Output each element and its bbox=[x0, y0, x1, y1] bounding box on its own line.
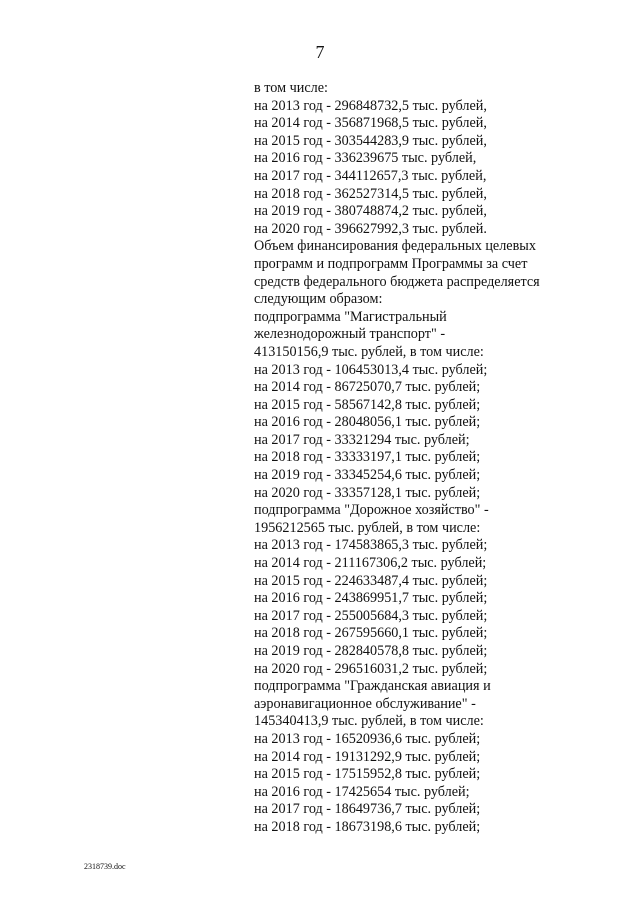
text-line: подпрограмма "Дорожное хозяйство" - bbox=[254, 502, 489, 519]
text-line: на 2015 год - 303544283,9 тыс. рублей, bbox=[254, 132, 487, 149]
text-line: на 2020 год - 296516031,2 тыс. рублей; bbox=[254, 660, 488, 677]
text-line: на 2017 год - 18649736,7 тыс. рублей; bbox=[254, 801, 481, 818]
text-line: на 2013 год - 16520936,6 тыс. рублей; bbox=[254, 730, 481, 747]
text-line: на 2020 год - 396627992,3 тыс. рублей. bbox=[254, 220, 487, 237]
text-line: на 2016 год - 336239675 тыс. рублей, bbox=[254, 150, 477, 167]
text-line: на 2014 год - 211167306,2 тыс. рублей; bbox=[254, 555, 487, 572]
text-line: на 2018 год - 33333197,1 тыс. рублей; bbox=[254, 449, 481, 466]
text-line: на 2019 год - 380748874,2 тыс. рублей, bbox=[254, 203, 487, 220]
text-line: подпрограмма "Гражданская авиация и bbox=[254, 678, 491, 695]
text-line: на 2017 год - 255005684,3 тыс. рублей; bbox=[254, 607, 488, 624]
text-line: 413150156,9 тыс. рублей, в том числе: bbox=[254, 343, 484, 360]
text-line: 145340413,9 тыс. рублей, в том числе: bbox=[254, 713, 484, 730]
text-line: на 2015 год - 224633487,4 тыс. рублей; bbox=[254, 572, 488, 589]
text-line: подпрограмма "Магистральный bbox=[254, 308, 447, 325]
body-text bbox=[254, 80, 554, 837]
text-line: на 2016 год - 243869951,7 тыс. рублей; bbox=[254, 590, 488, 607]
text-line: на 2013 год - 174583865,3 тыс. рублей; bbox=[254, 537, 488, 554]
text-line: на 2019 год - 33345254,6 тыс. рублей; bbox=[254, 467, 481, 484]
text-line: на 2013 год - 296848732,5 тыс. рублей, bbox=[254, 97, 487, 114]
page-number: 7 bbox=[315, 42, 325, 62]
text-line: на 2016 год - 17425654 тыс. рублей; bbox=[254, 783, 470, 800]
text-line: аэронавигационное обслуживание" - bbox=[254, 695, 476, 712]
text-line: средств федерального бюджета распределяется bbox=[254, 273, 540, 290]
text-line: на 2014 год - 86725070,7 тыс. рублей; bbox=[254, 379, 481, 396]
text-line: на 2015 год - 58567142,8 тыс. рублей; bbox=[254, 396, 481, 413]
text-line: следующим образом: bbox=[254, 291, 383, 308]
text-line: программ и подпрограмм Программы за счет bbox=[254, 255, 528, 272]
text-line: на 2015 год - 17515952,8 тыс. рублей; bbox=[254, 766, 481, 783]
text-line: на 2014 год - 356871968,5 тыс. рублей, bbox=[254, 115, 487, 132]
text-line: на 2017 год - 344112657,3 тыс. рублей, bbox=[254, 167, 487, 184]
text-line: в том числе: bbox=[254, 80, 328, 96]
text-line: железнодорожный транспорт" - bbox=[254, 326, 446, 343]
text-line: на 2018 год - 18673198,6 тыс. рублей; bbox=[254, 818, 481, 835]
text-line: Объем финансирования федеральных целевых bbox=[254, 238, 536, 255]
text-line: на 2018 год - 267595660,1 тыс. рублей; bbox=[254, 625, 488, 642]
text-line: на 2013 год - 106453013,4 тыс. рублей; bbox=[254, 361, 488, 378]
text-line: на 2018 год - 362527314,5 тыс. рублей, bbox=[254, 185, 487, 202]
text-line: на 2017 год - 33321294 тыс. рублей; bbox=[254, 431, 470, 448]
text-line: 1956212565 тыс. рублей, в том числе: bbox=[254, 519, 481, 536]
text-line: на 2014 год - 19131292,9 тыс. рублей; bbox=[254, 748, 481, 765]
text-line: на 2020 год - 33357128,1 тыс. рублей; bbox=[254, 484, 481, 501]
footer-filename: 2318739.doc bbox=[84, 862, 126, 871]
text-line: на 2016 год - 28048056,1 тыс. рублей; bbox=[254, 414, 481, 431]
text-line: на 2019 год - 282840578,8 тыс. рублей; bbox=[254, 643, 488, 659]
